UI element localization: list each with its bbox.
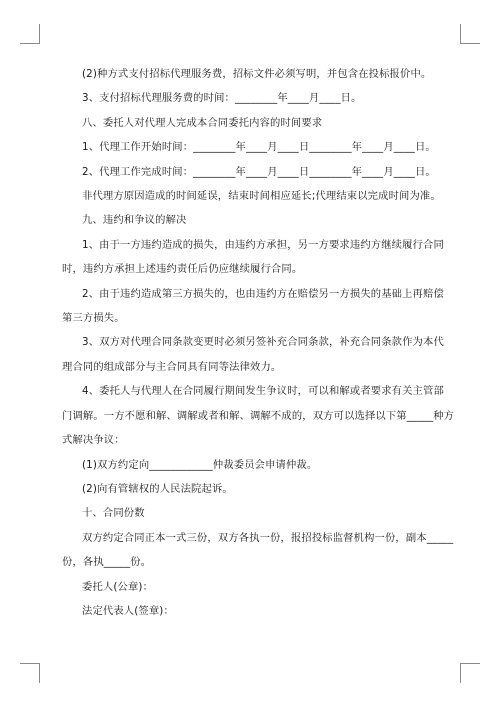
text-line: 3、支付招标代理服务费的时间：________年____月____日。 bbox=[82, 92, 362, 105]
signature-label-client: 委托人(公章)： bbox=[82, 580, 154, 593]
text-line: 2、由于违约造成第三方损失的，也由违约方在赔偿另一方损失的基础上再赔偿 bbox=[82, 287, 444, 300]
document-body bbox=[62, 62, 455, 623]
text-line: 双方约定合同正本一式三份，双方各执一份，报招投标监督机构一份，副本_____ bbox=[82, 531, 454, 544]
crop-mark-bottom-left bbox=[39, 663, 40, 683]
crop-mark-bottom-right bbox=[460, 663, 461, 683]
crop-mark-top-right bbox=[460, 24, 461, 44]
text-line: 时，违约方承担上述违约责任后仍应继续履行合同。 bbox=[62, 263, 303, 276]
section-heading: 十、合同份数 bbox=[82, 507, 145, 520]
text-line: 1、代理工作开始时间：________年____月____日________年____月____日。 bbox=[82, 141, 436, 154]
text-line: 份，各执_____份。 bbox=[62, 556, 152, 569]
text-line: 门调解。一方不愿和解、调解或者和解、调解不成的，双方可以选择以下第_____种方 bbox=[62, 409, 455, 422]
text-line: (2)种方式支付招标代理服务费，招标文件必须写明，并包含在投标报价中。 bbox=[82, 68, 432, 80]
crop-mark-top-right bbox=[460, 43, 480, 44]
signature-label-legal-rep: 法定代表人(签章)： bbox=[82, 604, 174, 617]
text-line: 第三方损失。 bbox=[62, 312, 125, 325]
crop-mark-bottom-left bbox=[20, 663, 40, 664]
text-line: (1)双方约定向____________仲裁委员会申请仲裁。 bbox=[82, 458, 318, 471]
text-line: 2、代理工作完成时间：________年____月____日________年____月____日。 bbox=[82, 165, 436, 178]
text-line: (2)向有管辖权的人民法院起诉。 bbox=[82, 482, 233, 495]
text-line: 理合同的组成部分与主合同具有同等法律效力。 bbox=[62, 360, 282, 373]
text-line: 4、委托人与代理人在合同履行期间发生争议时，可以和解或者要求有关主管部 bbox=[82, 385, 444, 398]
crop-mark-bottom-right bbox=[460, 663, 480, 664]
text-line: 式解决争议： bbox=[62, 434, 125, 447]
section-heading: 八、委托人对代理人完成本合同委托内容的时间要求 bbox=[82, 116, 323, 129]
crop-mark-top-left bbox=[20, 43, 40, 44]
text-line: 1、由于一方违约造成的损失，由违约方承担，另一方要求违约方继续履行合同 bbox=[82, 238, 444, 251]
crop-mark-top-left bbox=[39, 24, 40, 44]
section-heading: 九、违约和争议的解决 bbox=[82, 214, 187, 227]
text-line: 3、双方对代理合同条款变更时必须另签补充合同条款，补充合同条款作为本代 bbox=[82, 336, 444, 349]
text-line: 非代理方原因造成的时间延误，结束时间相应延长;代理结束以完成时间为准。 bbox=[82, 190, 441, 203]
